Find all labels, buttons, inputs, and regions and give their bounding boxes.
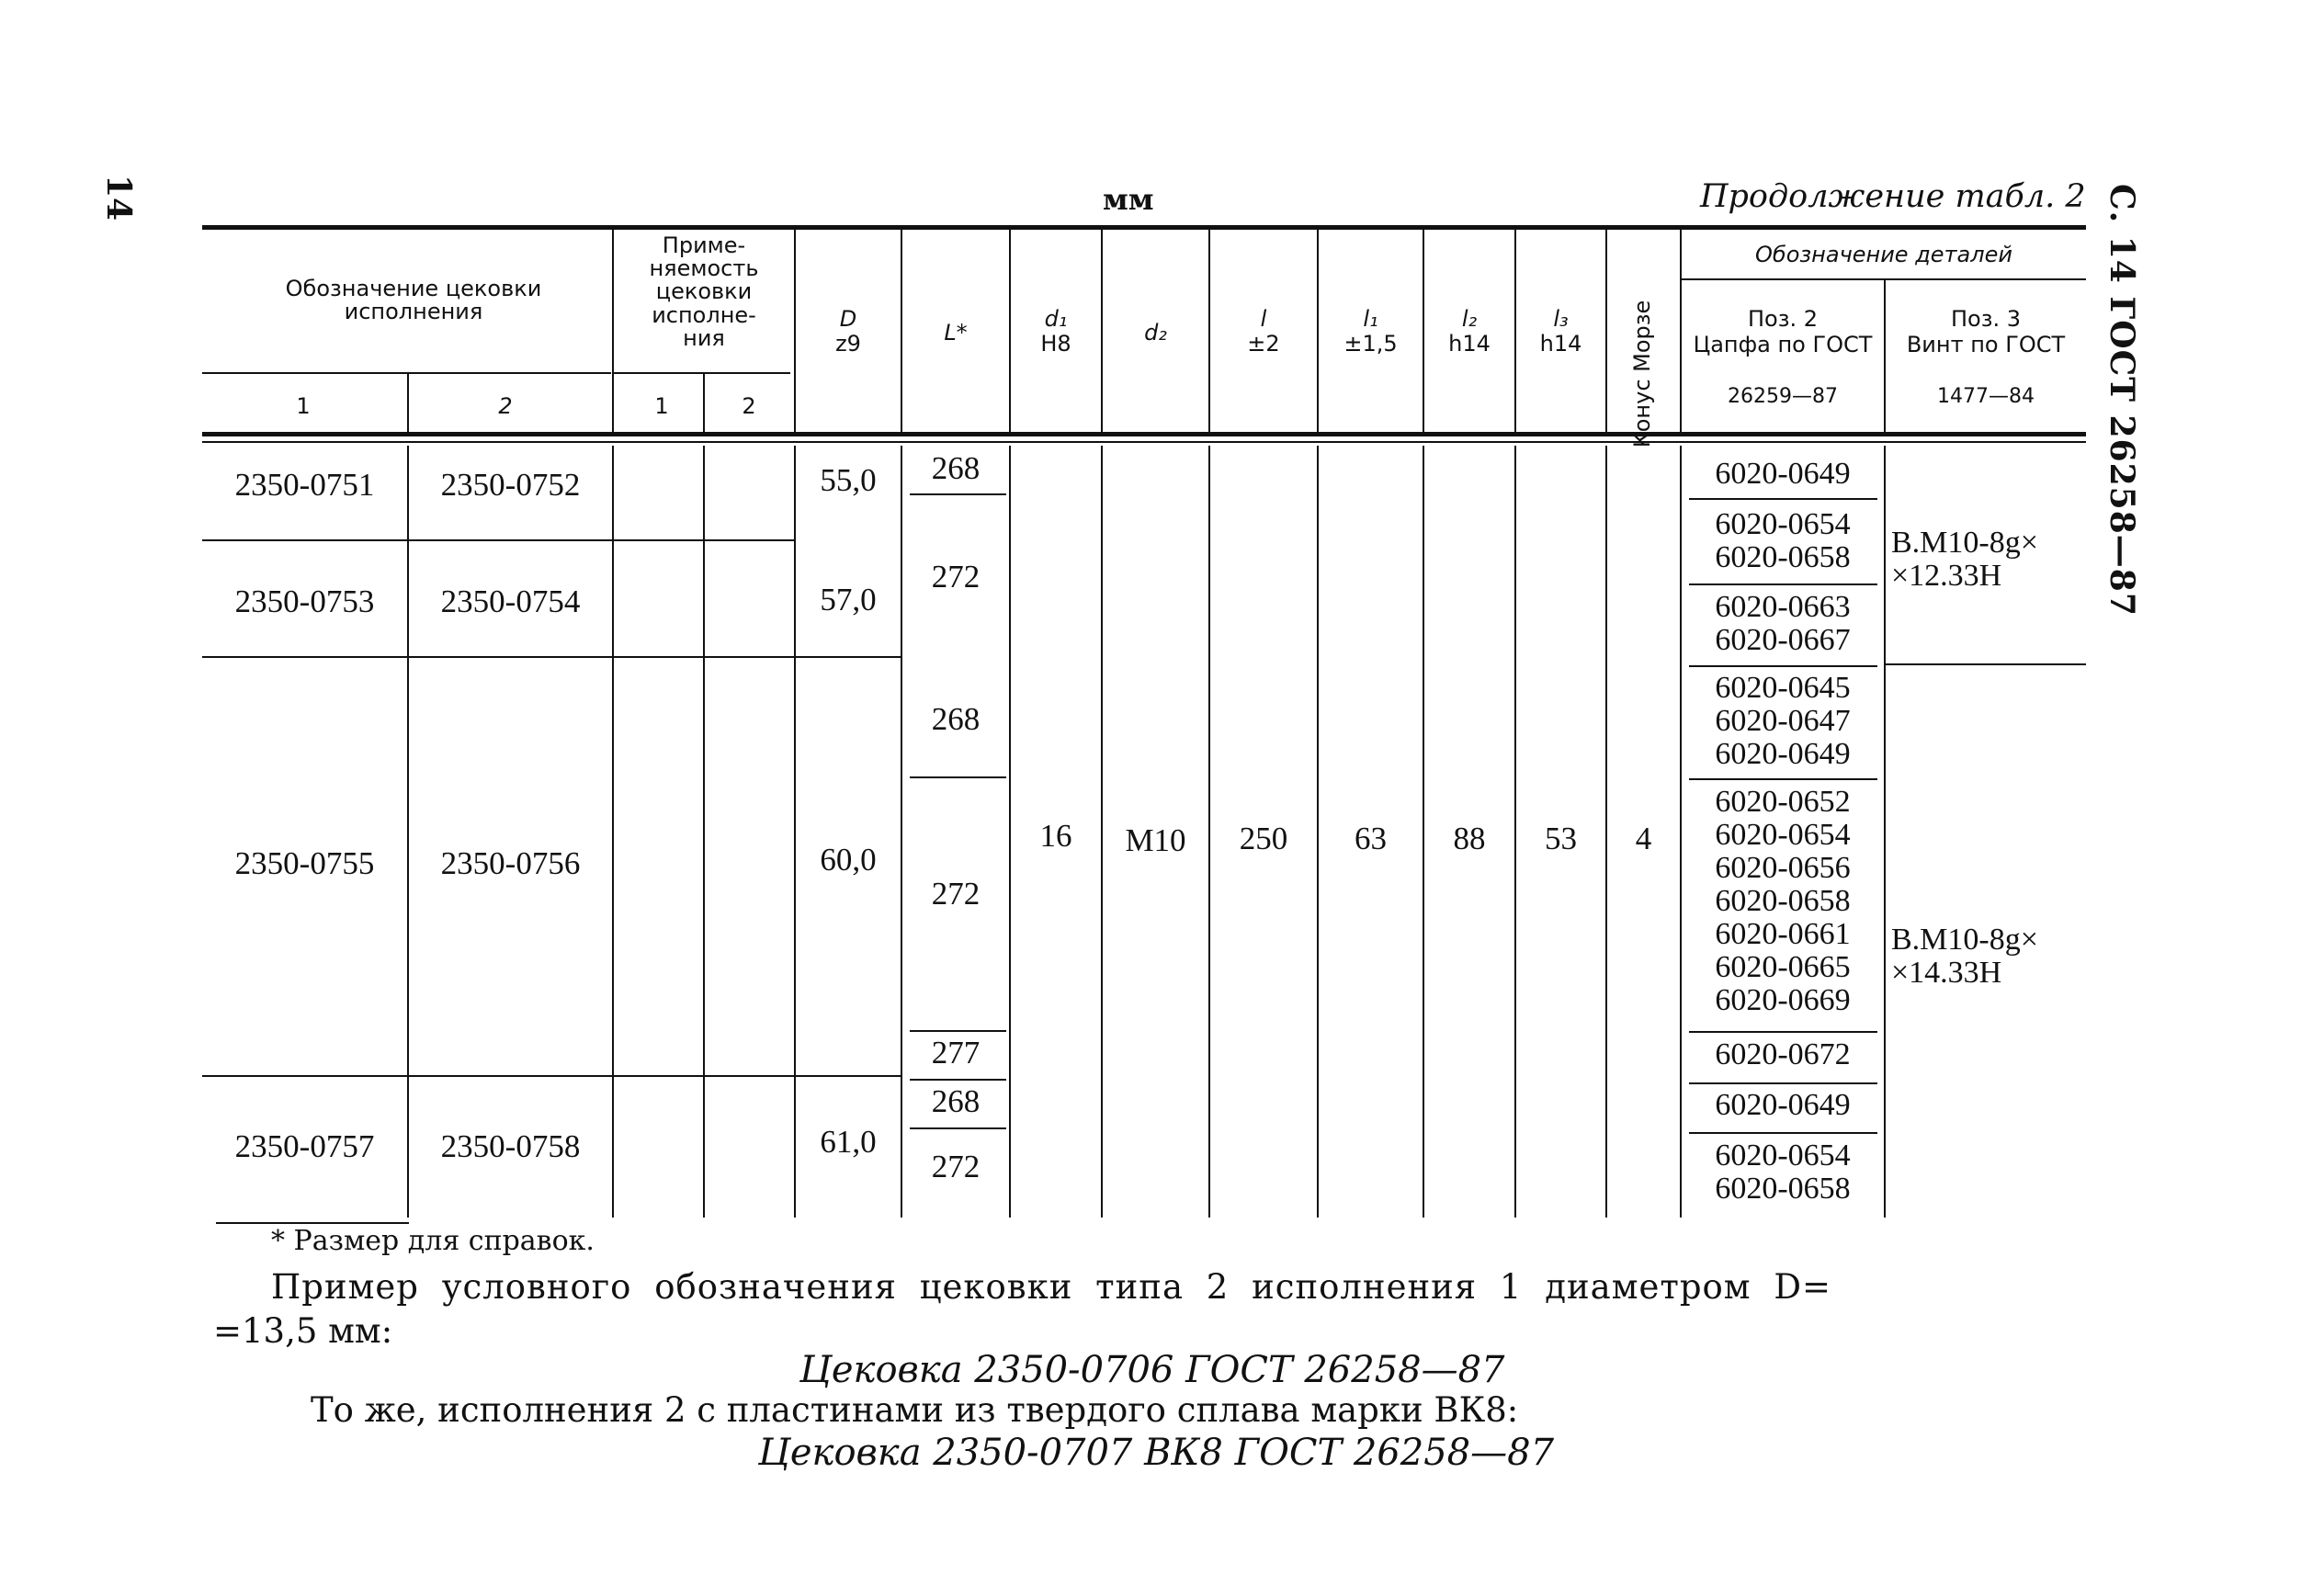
page-number: 14	[99, 175, 138, 221]
header-D: D	[839, 306, 857, 332]
body-vline	[794, 446, 796, 1218]
pos2-group: 6020-0654 6020-0658	[1715, 507, 1851, 574]
cell-L: 272	[931, 559, 981, 595]
pos3-group: B.M10-8g× ×12.33H	[1891, 526, 2038, 593]
cell-L: 268	[931, 1083, 981, 1119]
header-l-sub: ±2	[1247, 331, 1280, 357]
header-pos3: Поз. 3	[1950, 306, 2022, 332]
body-vline	[407, 446, 409, 1218]
cell-L: 272	[931, 876, 981, 912]
pos2-group: 6020-0649	[1715, 1088, 1851, 1122]
header-l: l	[1260, 306, 1267, 332]
header-pos3-gost: 1477—84	[1937, 385, 2035, 408]
row-rule	[202, 1075, 901, 1077]
pos2-rule	[1689, 778, 1877, 780]
header-pos2-desc: Цапфа по ГОСТ	[1693, 332, 1873, 357]
table-top-rule	[202, 225, 2086, 230]
header-bottom-rule-2	[202, 441, 2086, 443]
pos2-rule	[1689, 583, 1877, 585]
header-l1: l₁	[1363, 306, 1378, 332]
example-line-3: То же, исполнения 2 с пластинами из твердого сплава марки ВК8:	[311, 1390, 1519, 1430]
header-morse: Конус Морзе	[1629, 300, 1655, 448]
header-d1: d₁	[1044, 306, 1068, 332]
body-vline	[703, 446, 705, 1218]
example-designation-2: Цековка 2350-0707 ВК8 ГОСТ 26258—87	[758, 1432, 1555, 1474]
header-l2: l₂	[1461, 306, 1478, 332]
header-D-sub: z9	[835, 331, 861, 357]
example-line-2: =13,5 мм:	[213, 1311, 393, 1351]
cell-L: 272	[931, 1149, 981, 1184]
pos2-group: 6020-0652 6020-0654 6020-0656 6020-0658 6020-0661 6020-0665 6020-0669	[1715, 785, 1851, 1017]
hdr-vline	[407, 372, 409, 432]
header-d2: d₂	[1144, 320, 1167, 346]
cell-l: 250	[1239, 821, 1288, 856]
pos2-group: 6020-0645 6020-0647 6020-0649	[1715, 671, 1851, 771]
header-L: L*	[944, 320, 968, 346]
cell-v2: 2350-0754	[440, 583, 581, 619]
row-rule	[216, 1222, 409, 1224]
pos3-rule	[1886, 663, 2086, 665]
cell-L: 268	[931, 450, 981, 486]
pos2-rule	[1689, 498, 1877, 500]
cell-morse: 4	[1635, 821, 1652, 856]
cell-l2: 88	[1453, 821, 1486, 856]
hdr-vline	[703, 372, 705, 432]
cell-d2: M10	[1125, 822, 1186, 858]
pos2-group: 6020-0649	[1715, 457, 1851, 491]
header-l3: l₃	[1553, 306, 1569, 332]
pos2-group: 6020-0654 6020-0658	[1715, 1139, 1851, 1206]
cell-D: 55,0	[820, 462, 877, 498]
header-l3-sub: h14	[1539, 331, 1582, 357]
L-rule	[910, 1127, 1006, 1129]
cell-v2: 2350-0752	[440, 467, 581, 503]
applicability-subheader-rule	[614, 372, 790, 374]
cell-v2: 2350-0756	[440, 845, 581, 881]
cell-L: 268	[931, 701, 981, 737]
header-l2-sub: h14	[1448, 331, 1491, 357]
cell-D: 60,0	[820, 842, 877, 878]
header-applicability-1: 1	[654, 393, 669, 419]
cell-v1: 2350-0751	[234, 467, 375, 503]
body-vline	[1884, 446, 1886, 1218]
header-applicability: Приме- няемость цековки исполне- ния	[649, 232, 759, 351]
header-details: Обозначение деталей	[1755, 242, 2012, 267]
cell-L: 277	[931, 1035, 981, 1071]
header-pos2-gost: 26259—87	[1728, 385, 1838, 408]
header-designation-2: 2	[498, 393, 513, 419]
header-designation-1: 1	[296, 393, 311, 419]
L-rule	[910, 1079, 1006, 1081]
row-rule	[202, 539, 794, 541]
cell-v1: 2350-0755	[234, 845, 375, 881]
header-l1-sub: ±1,5	[1343, 331, 1398, 357]
cell-v1: 2350-0757	[234, 1128, 375, 1164]
cell-d1: 16	[1039, 818, 1072, 854]
pos2-group: 6020-0663 6020-0667	[1715, 590, 1851, 657]
cell-D: 61,0	[820, 1124, 877, 1160]
pos3-group: B.M10-8g× ×14.33H	[1891, 923, 2038, 990]
pos2-rule	[1689, 1082, 1877, 1084]
L-rule	[910, 776, 1006, 778]
pos2-rule	[1689, 1031, 1877, 1033]
pos2-rule	[1689, 665, 1877, 667]
side-title: С. 14 ГОСТ 26258—87	[2103, 184, 2141, 617]
header-pos2: Поз. 2	[1747, 306, 1819, 332]
pos2-group: 6020-0672	[1715, 1037, 1851, 1071]
pos2-rule	[1689, 1132, 1877, 1134]
cell-l1: 63	[1355, 821, 1387, 856]
cell-v2: 2350-0758	[440, 1128, 581, 1164]
header-bottom-rule	[202, 432, 2086, 436]
header-designation: Обозначение цековки исполнения	[285, 276, 542, 325]
row-rule	[202, 656, 901, 658]
cell-D: 57,0	[820, 582, 877, 617]
table-continuation: Продолжение табл. 2	[1700, 178, 2086, 215]
body-vline	[612, 446, 614, 1218]
hdr-vline	[1605, 230, 1607, 432]
cell-l3: 53	[1545, 821, 1577, 856]
header-pos3-desc: Винт по ГОСТ	[1906, 332, 2066, 357]
header-d1-sub: H8	[1040, 331, 1071, 357]
example-designation-1: Цековка 2350-0706 ГОСТ 26258—87	[799, 1349, 1505, 1391]
example-line-1: Пример условного обозначения цековки типа 2 исполнения 1 диаметром D=	[271, 1267, 1832, 1307]
cell-v1: 2350-0753	[234, 583, 375, 619]
units-label: мм	[1103, 182, 1154, 217]
L-rule	[910, 1030, 1006, 1032]
L-rule	[910, 493, 1006, 495]
header-applicability-2: 2	[742, 393, 756, 419]
footnote: * Размер для справок.	[271, 1225, 595, 1257]
